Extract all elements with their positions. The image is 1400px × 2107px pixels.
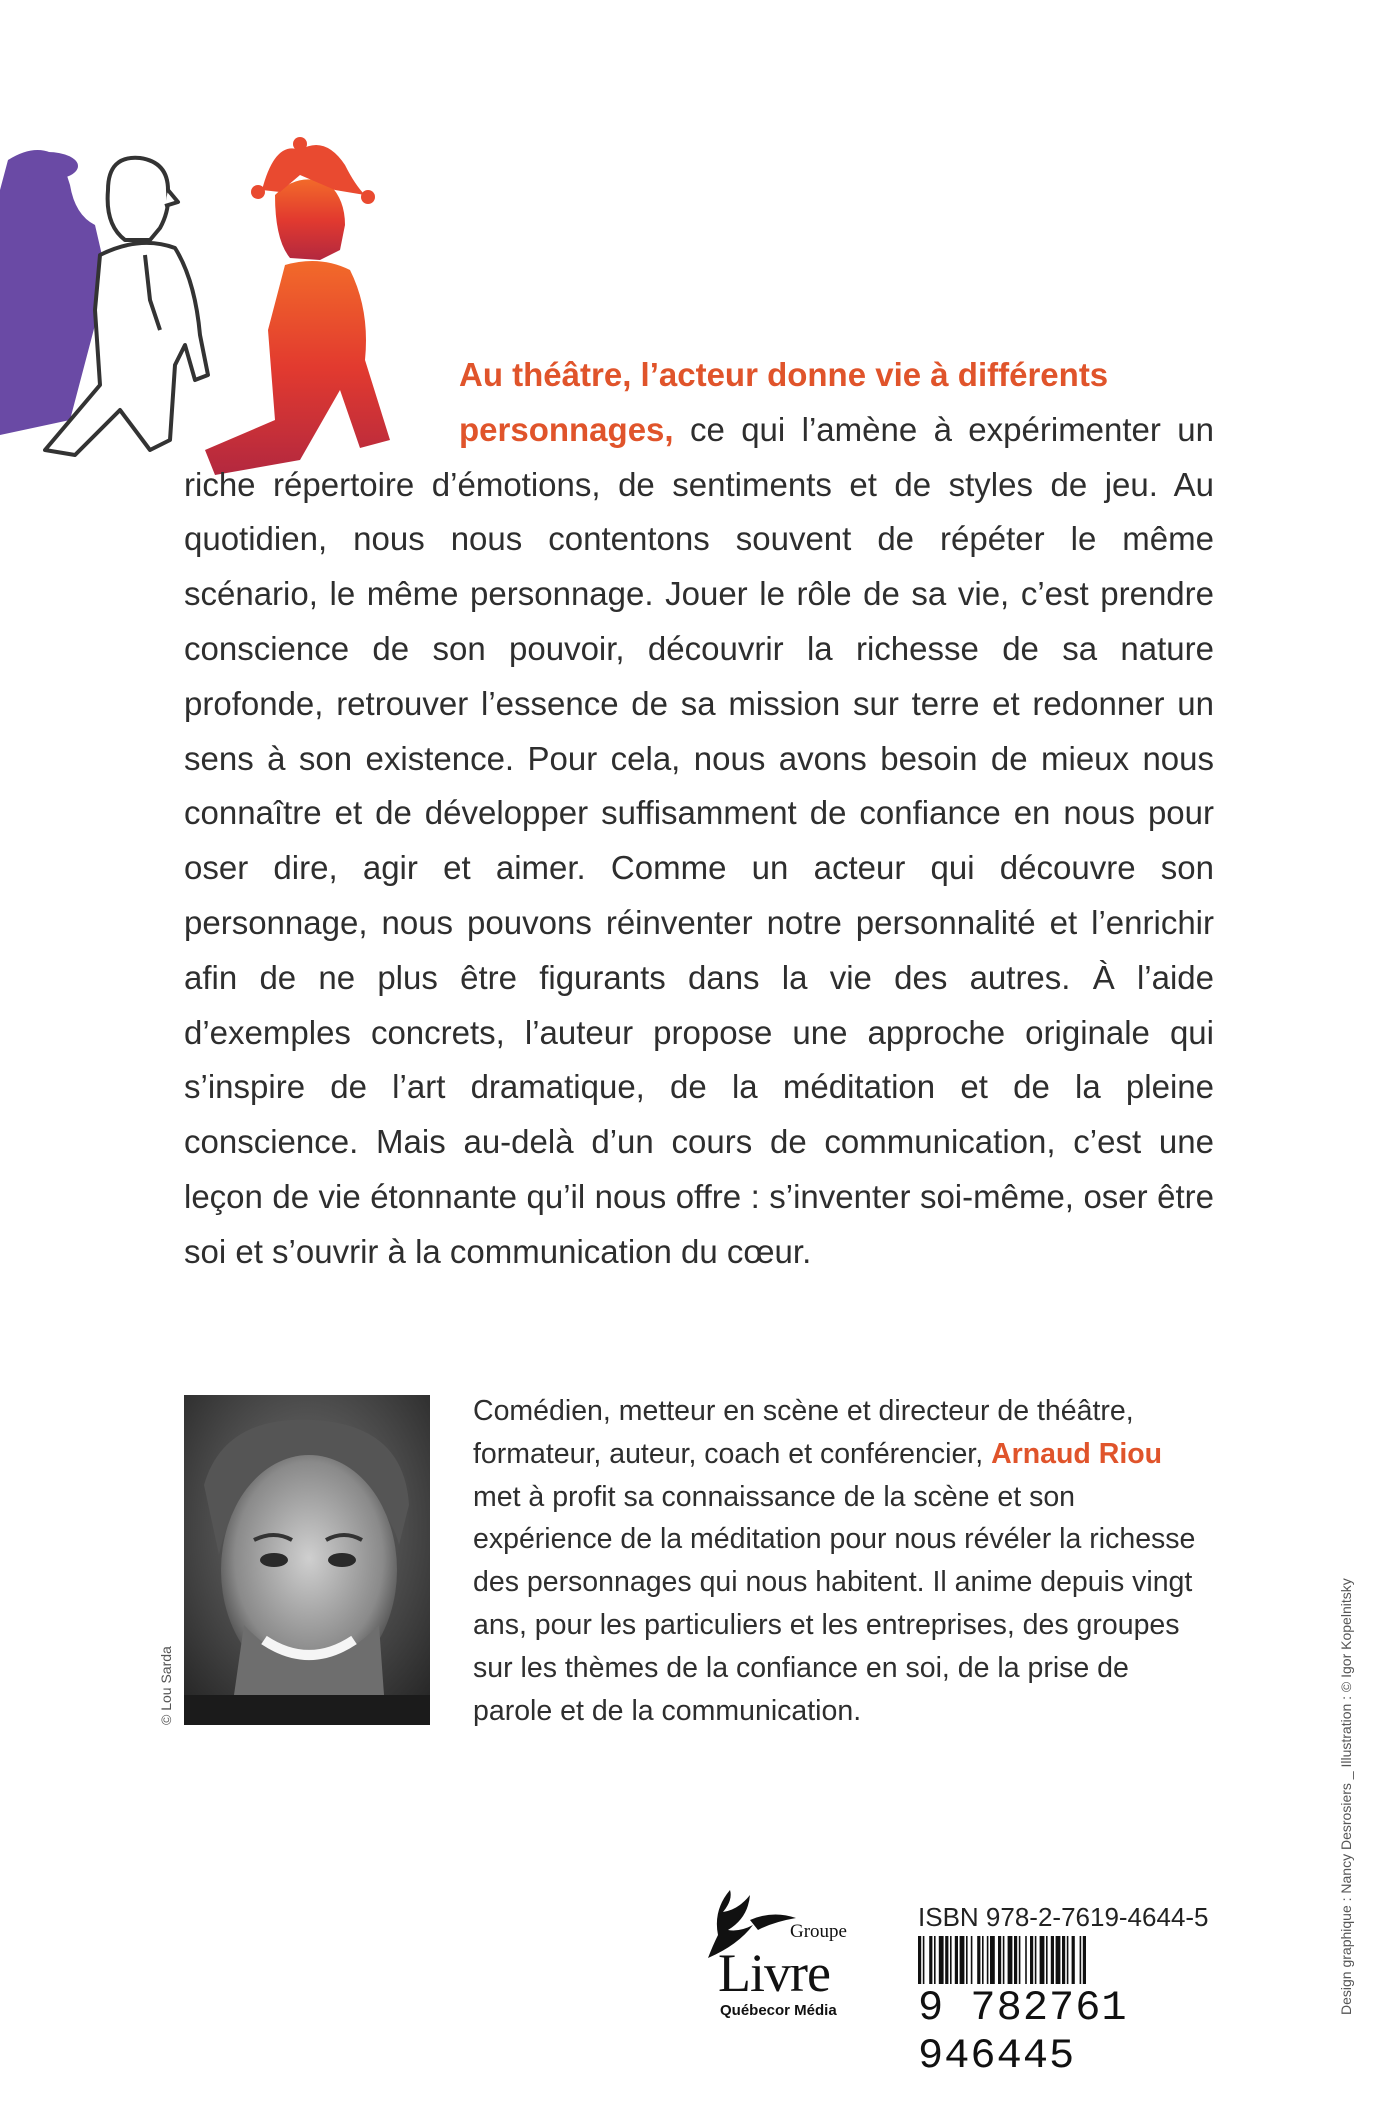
summary-text [184,348,1214,1280]
isbn-barcode [918,1902,1209,2080]
isbn-label: ISBN 978-2-7619-4644-5 [918,1902,1209,1932]
publisher-line2: Livre [718,1943,830,2003]
photo-credit: © Lou Sarda [158,1646,174,1725]
author-photo [184,1395,430,1725]
publisher-line3: Québecor Média [720,2002,837,2019]
design-credit: Design graphique : Nancy Desrosiers _ Illustration : © Igor Kopelnitsky [1338,1578,1354,2015]
author-bio [473,1390,1213,1732]
summary-lead-line1: Au théâtre, l’acteur donne vie à différents [459,356,1109,393]
bio-text-before: Comédien, metteur en scène et directeur de théâtre, formateur, auteur, coach et conférencier, [473,1395,1134,1470]
summary-body: ce qui l’amène à expérimenter un riche répertoire d’émotions, de sentiments et de styles de jeu. Au quotidien, nous nous contentons souvent de répéter le même scénario, le même personnage. Jouer le rôle de sa vie, c’est prendre conscience de son pouvoir, découvrir la richesse de sa nature profonde, retrouver l’essence de sa mission sur terre et redonner un sens à son existence. Pour cela, nous avons besoin de mieux nous connaître et de développer suffisamment de confiance en nous pour oser dire, agir et aimer. Comme un acteur qui découvre son personnage, nous pouvons réinventer notre personnalité et l’enrichir afin de ne plus être figurants dans la vie des autres. À l’aide d’exemples concrets, l’auteur propose une approche originale qui s’inspire de l’art dramatique, de la méditation et de la pleine conscience. Mais au-delà d’un cours de communication, c’est une leçon de vie étonnante qu’il nous offre : s’inventer soi-même, oser être soi et s’ouvrir à la communication du cœur. [184,410,1214,1270]
publisher-logo [678,1890,858,2040]
publisher-line1: Groupe [790,1921,847,1942]
isbn-digits: 9 782761 946445 [918,1984,1198,2080]
bio-text-after: met à profit sa connaissance de la scène et son expérience de la méditation pour nous révéler la richesse des personnages qui nous habitent. Il anime depuis vingt ans, pour les particuliers et les entreprises, des groupes sur les thèmes de la confiance en soi, de la prise de parole et de la communication. [473,1480,1196,1727]
author-name: Arnaud Riou [991,1437,1163,1470]
summary-lead-line2: personnages, [459,410,674,448]
